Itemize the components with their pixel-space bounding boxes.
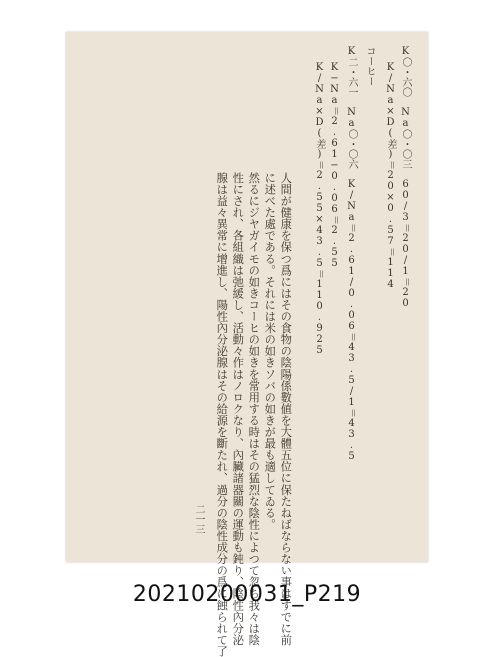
image-caption: 20210200031_P219 — [132, 582, 362, 607]
page-number: 二一三 — [193, 504, 204, 534]
paragraph-line: 人間が健康を保つ爲にはその食物の陰陽係數値を大體五位に保たねばならない事はすでに前 — [279, 172, 293, 646]
paragraph-line: 性にされ、各組織は弛緩し、活動々作はノロクなり、內臟諸器關の運動も鈍り、陰性內分泌 — [231, 172, 245, 646]
paragraph-line: 然るにジヤガイモの如きコーヒの如きを常用する時はその猛烈な陰性によつて忽ち我々は陰 — [247, 172, 261, 646]
formula-line: K/Na×D(差)＝20×0.57＝114 — [385, 62, 396, 290]
formula-line: K−Na＝2.61−0.06＝2.55 — [329, 62, 340, 269]
section-title: コーヒー — [364, 46, 375, 86]
paragraph-line: 腺は益々異常に增進し、陽性內分泌腺はその給源を斷たれ、過分の陰性成分の爲に蝕られて了 — [215, 172, 229, 657]
formula-line: K二・六一 Na〇・〇六 K/Na＝2.61/0.06＝43.5/1＝43.5 — [346, 46, 357, 462]
formula-line: K/Na×D(差)＝2.55×43.5＝110.925 — [314, 62, 325, 356]
formula-line: K〇・六〇 Na〇・〇三 60/3＝20/1＝20 — [400, 46, 411, 309]
paragraph-line: に述べた處である。それには米の如きソバの如きが最も適してゐる。 — [263, 172, 277, 531]
